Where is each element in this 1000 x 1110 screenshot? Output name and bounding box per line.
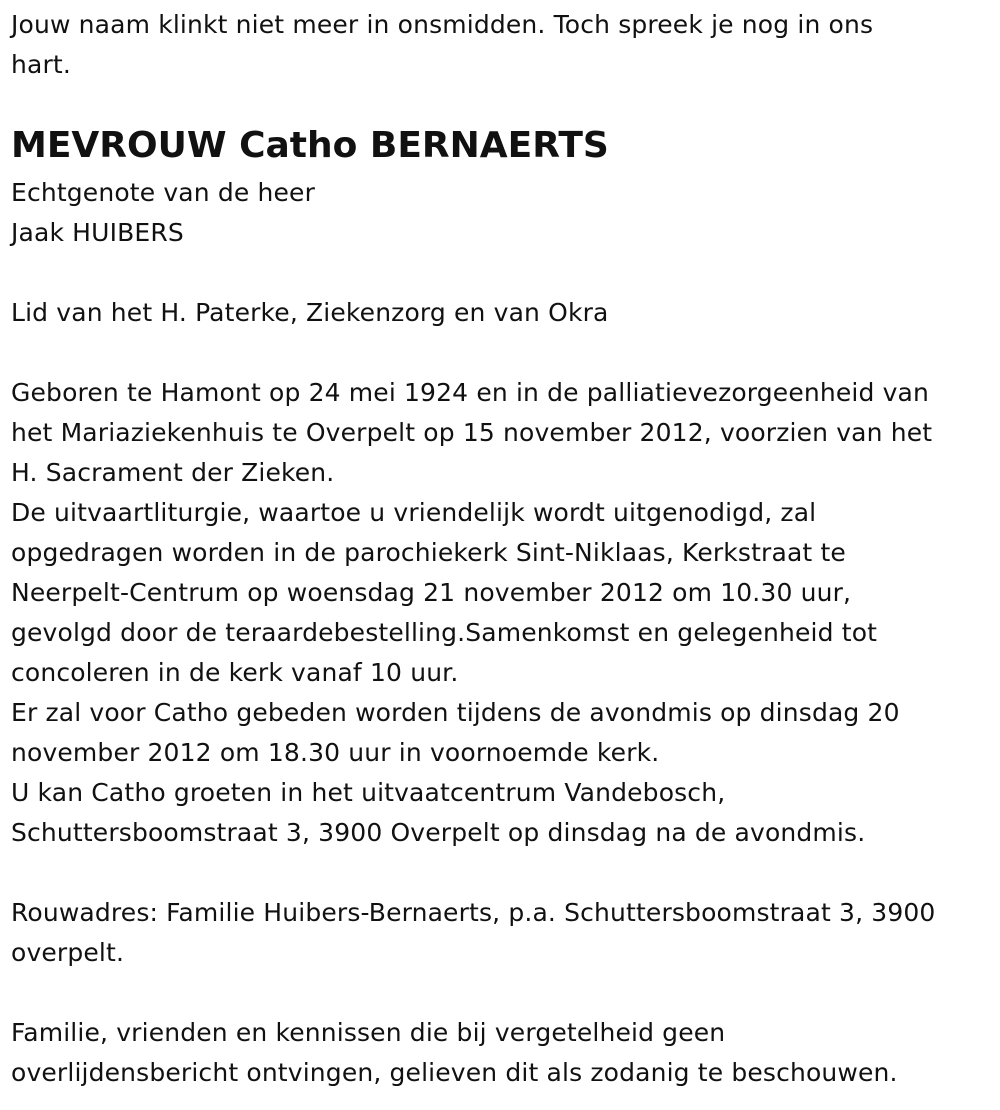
spouse-line: Echtgenote van de heer <box>11 178 315 207</box>
motto-line: Jouw naam klinkt niet meer in onsmidden. Toch spreek je nog in ons <box>11 10 874 39</box>
address-line: overpelt. <box>11 938 125 967</box>
body-line: het Mariaziekenhuis te Overpelt op 15 november 2012, voorzien van het <box>11 418 933 447</box>
body-line: Geboren te Hamont op 24 mei 1924 en in de palliatievezorgeenheid van <box>11 378 930 407</box>
body-line: H. Sacrament der Zieken. <box>11 458 335 487</box>
body-line: Er zal voor Catho gebeden worden tijdens de avondmis op dinsdag 20 <box>11 698 900 727</box>
membership-line: Lid van het H. Paterke, Ziekenzorg en van Okra <box>11 298 609 327</box>
body-line: Schuttersboomstraat 3, 3900 Overpelt op dinsdag na de avondmis. <box>11 818 866 847</box>
body-line: november 2012 om 18.30 uur in voornoemde kerk. <box>11 738 660 767</box>
address-line: Rouwadres: Familie Huibers-Bernaerts, p.a. Schuttersboomstraat 3, 3900 <box>11 898 936 927</box>
body-line: U kan Catho groeten in het uitvaatcentrum Vandebosch, <box>11 778 726 807</box>
body-line: Neerpelt-Centrum op woensdag 21 november 2012 om 10.30 uur, <box>11 578 852 607</box>
body-line: De uitvaartliturgie, waartoe u vriendelijk wordt uitgenodigd, zal <box>11 498 817 527</box>
body-line: opgedragen worden in de parochiekerk Sint-Niklaas, Kerkstraat te <box>11 538 846 567</box>
closing-line: overlijdensbericht ontvingen, gelieven dit als zodanig te beschouwen. <box>11 1058 898 1087</box>
body-line: concoleren in de kerk vanaf 10 uur. <box>11 658 459 687</box>
deceased-name: MEVROUW Catho BERNAERTS <box>11 125 609 166</box>
closing-line: Familie, vrienden en kennissen die bij vergetelheid geen <box>11 1018 726 1047</box>
body-line: gevolgd door de teraardebestelling.Samenkomst en gelegenheid tot <box>11 618 878 647</box>
spouse-line: Jaak HUIBERS <box>11 218 184 247</box>
motto-line: hart. <box>11 50 71 79</box>
